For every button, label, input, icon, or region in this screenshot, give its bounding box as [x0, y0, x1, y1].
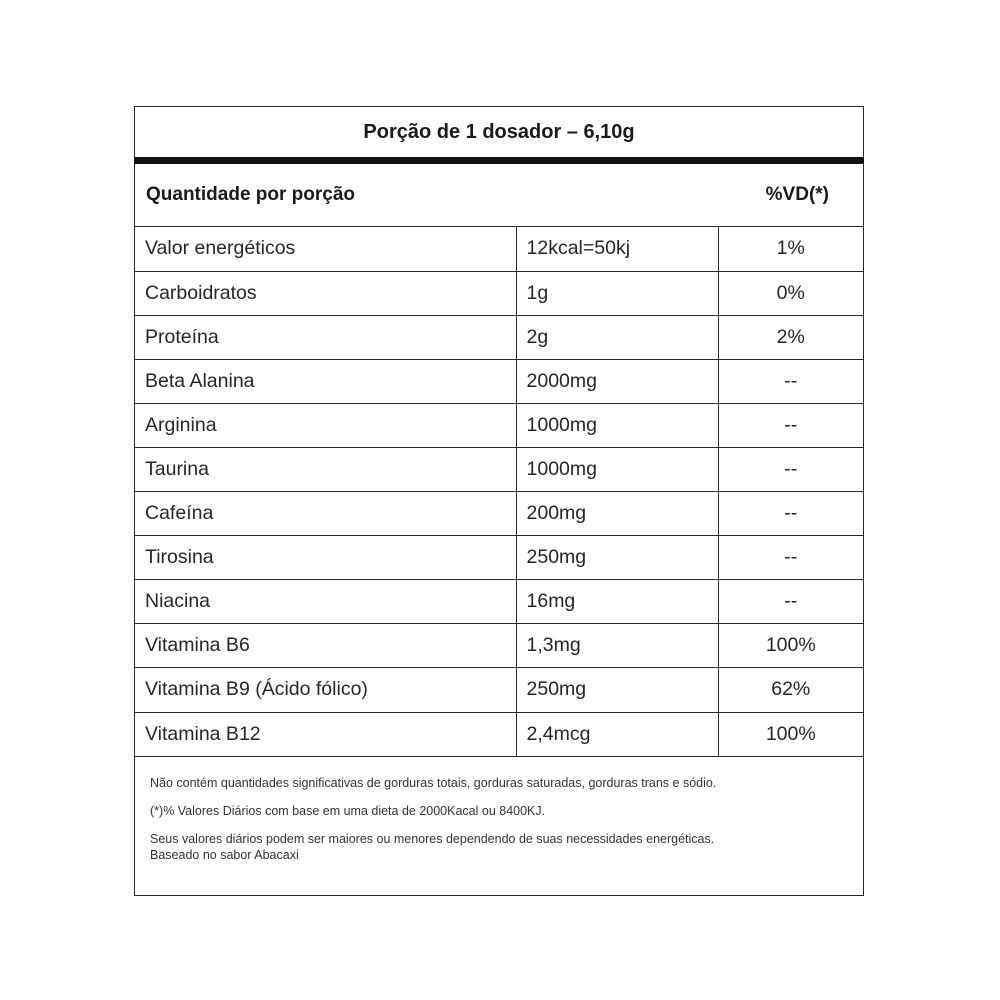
nutrient-name: Carboidratos	[135, 271, 516, 315]
footnotes	[135, 757, 863, 863]
nutrient-amount: 200mg	[516, 492, 718, 536]
nutrient-vd: --	[718, 536, 863, 580]
thick-divider	[134, 157, 864, 164]
table-row	[135, 227, 863, 271]
table-row	[135, 712, 863, 756]
nutrient-amount: 12kcal=50kj	[516, 227, 718, 271]
nutrient-vd: --	[718, 359, 863, 403]
nutrient-vd: 0%	[718, 271, 863, 315]
nutrient-name: Valor energéticos	[135, 227, 516, 271]
footnote-nutrients: Não contém quantidades significativas de gorduras totais, gorduras saturadas, gorduras trans e sódio.	[150, 775, 717, 790]
nutrient-vd: --	[718, 492, 863, 536]
nutrient-vd: 2%	[718, 315, 863, 359]
nutrient-name: Vitamina B12	[135, 712, 516, 756]
table-row	[135, 536, 863, 580]
portion-title: Porção de 1 dosador – 6,10g	[363, 120, 635, 143]
table-row	[135, 315, 863, 359]
nutrient-amount: 1g	[516, 271, 718, 315]
quantity-per-portion-label: Quantidade por porção	[146, 184, 356, 205]
nutrient-name: Cafeína	[135, 492, 516, 536]
nutrient-name: Arginina	[135, 403, 516, 447]
nutrient-name: Beta Alanina	[135, 359, 516, 403]
nutrient-name: Tirosina	[135, 536, 516, 580]
nutrient-amount: 1000mg	[516, 403, 718, 447]
nutrient-vd: --	[718, 580, 863, 624]
nutrient-amount: 2g	[516, 315, 718, 359]
nutrient-name: Vitamina B6	[135, 624, 516, 668]
footnote-daily-values: (*)% Valores Diários com base em uma dieta de 2000Kacal ou 8400KJ.	[150, 803, 546, 818]
table-row	[135, 580, 863, 624]
nutrient-vd: 1%	[718, 227, 863, 271]
nutrient-amount: 16mg	[516, 580, 718, 624]
table-row	[135, 447, 863, 491]
nutrient-vd: 62%	[718, 668, 863, 712]
nutrition-table	[135, 227, 863, 757]
nutrient-vd: --	[718, 447, 863, 491]
table-row	[135, 403, 863, 447]
table-row	[135, 271, 863, 315]
nutrient-amount: 1,3mg	[516, 624, 718, 668]
nutrient-amount: 250mg	[516, 668, 718, 712]
vd-header-label: %VD(*)	[765, 184, 829, 205]
nutrient-name: Taurina	[135, 447, 516, 491]
nutrient-amount: 2000mg	[516, 359, 718, 403]
nutrient-amount: 2,4mcg	[516, 712, 718, 756]
nutrient-name: Niacina	[135, 580, 516, 624]
nutrient-name: Vitamina B9 (Ácido fólico)	[135, 668, 516, 712]
nutrient-amount: 250mg	[516, 536, 718, 580]
nutrient-vd: 100%	[718, 712, 863, 756]
footnote-flavor: Baseado no sabor Abacaxi	[150, 847, 299, 862]
nutrition-facts-panel	[134, 106, 864, 896]
nutrient-vd: 100%	[718, 624, 863, 668]
table-row	[135, 492, 863, 536]
footnote-energy-needs: Seus valores diários podem ser maiores ou menores dependendo de suas necessidades energéticas.	[150, 831, 715, 846]
nutrient-amount: 1000mg	[516, 447, 718, 491]
table-row	[135, 624, 863, 668]
table-row	[135, 359, 863, 403]
nutrient-name: Proteína	[135, 315, 516, 359]
nutrient-vd: --	[718, 403, 863, 447]
quantity-header	[135, 164, 863, 227]
table-row	[135, 668, 863, 712]
